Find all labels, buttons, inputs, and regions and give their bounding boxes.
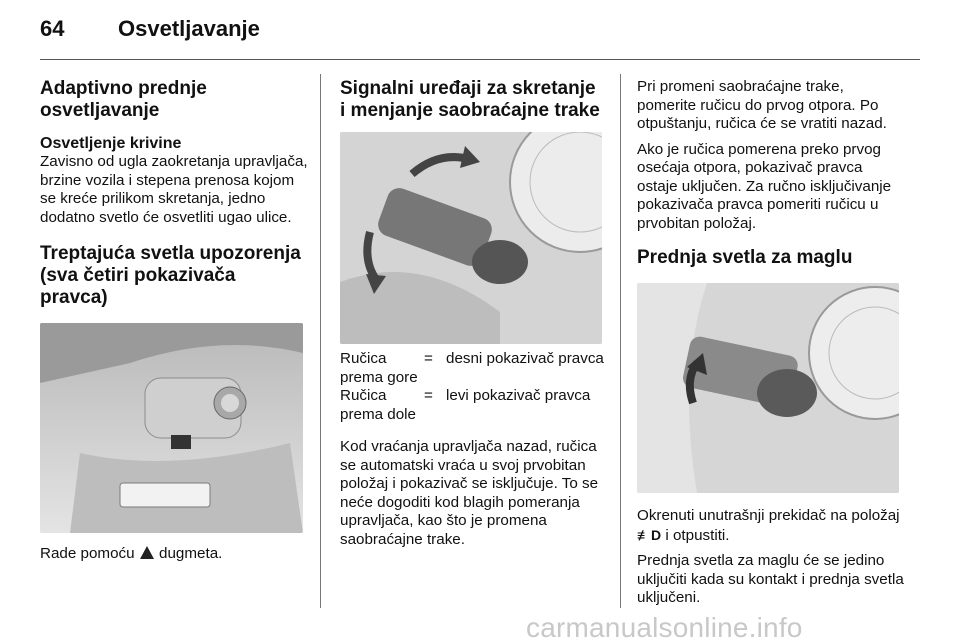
legend-term: Ručica prema dole — [340, 387, 416, 423]
legend-row — [340, 350, 604, 387]
legend-def: levi pokazivač pravca — [446, 387, 591, 404]
heading-hazard-lights: Treptajuća svetla upozorenja (sva četiri pokazivača pravca) — [40, 243, 301, 308]
page-number: 64 — [40, 16, 65, 41]
hazard-instruction — [40, 545, 308, 564]
turn-signal-lever-figure — [340, 132, 602, 344]
hazard-triangle-icon — [140, 546, 154, 559]
resistance-text: Ako je ručica pomerena preko prvog osećaja otpora, pokazivač pravca ostaje uključen. Za ručno isključivanje pokazivača pravca pomeriti ručicu u prvobitan položaj. — [637, 140, 892, 232]
column-1 — [40, 78, 308, 571]
legend-def: desni pokazivač pravca — [446, 350, 604, 367]
legend-eq: = — [424, 387, 433, 404]
legend-term: Ručica prema gore — [340, 350, 418, 386]
curve-lighting-text: Zavisno od ugla zaokretanja upravljača, brzine vozila i stepena prenosa kojom se kreće prilikom skretanja, jedno dodatno svetlo će osvetliti ugao ulice. — [40, 153, 308, 226]
fog-light-switch-figure — [637, 283, 899, 493]
column-divider-1 — [320, 74, 321, 608]
hazard-instruction-before: Rade pomoću — [40, 545, 135, 562]
heading-front-fog-lights: Prednja svetla za maglu — [637, 247, 853, 268]
fog-light-condition-text: Prednja svetla za maglu će se jedino uključiti kada su kontakt i prednja svetla uključeni. — [637, 552, 904, 606]
lever-return-text: Kod vraćanja upravljača nazad, ručica se automatski vraća u svoj prvobitan položaj i pokazivač se isključuje. To se neće dogoditi kod blagih pomeranja upravljača, kao što je promena saobraćajne trake. — [340, 438, 599, 548]
column-2 — [340, 78, 604, 556]
page-title: Osvetljavanje — [118, 16, 260, 41]
watermark: carmanualsonline.info — [526, 612, 803, 643]
lever-legend — [340, 350, 604, 424]
lane-change-text: Pri promeni saobraćajne trake, pomerite ručicu do prvog otpora. Po otpuštanju, ručica će se vratiti nazad. — [637, 78, 887, 132]
hazard-instruction-after: dugmeta. — [159, 545, 223, 562]
column-3 — [637, 78, 905, 615]
legend-row — [340, 387, 604, 424]
switch-instruction-after: i otpustiti. — [665, 526, 730, 544]
legend-eq: = — [424, 350, 433, 367]
switch-instruction-before: Okrenuti unutrašnji prekidač na položaj — [637, 507, 900, 524]
front-fog-light-icon: ≢D — [637, 526, 662, 543]
hazard-button-figure — [40, 323, 303, 533]
column-divider-2 — [620, 74, 621, 608]
heading-turn-signals: Signalni uređaji za skretanje i menjanje saobraćajne trake — [340, 78, 600, 121]
heading-adaptive-lighting: Adaptivno prednje osvetljavanje — [40, 78, 207, 121]
heading-curve-lighting: Osvetljenje krivine — [40, 135, 182, 152]
header-rule — [40, 59, 920, 60]
switch-instruction — [637, 507, 905, 545]
